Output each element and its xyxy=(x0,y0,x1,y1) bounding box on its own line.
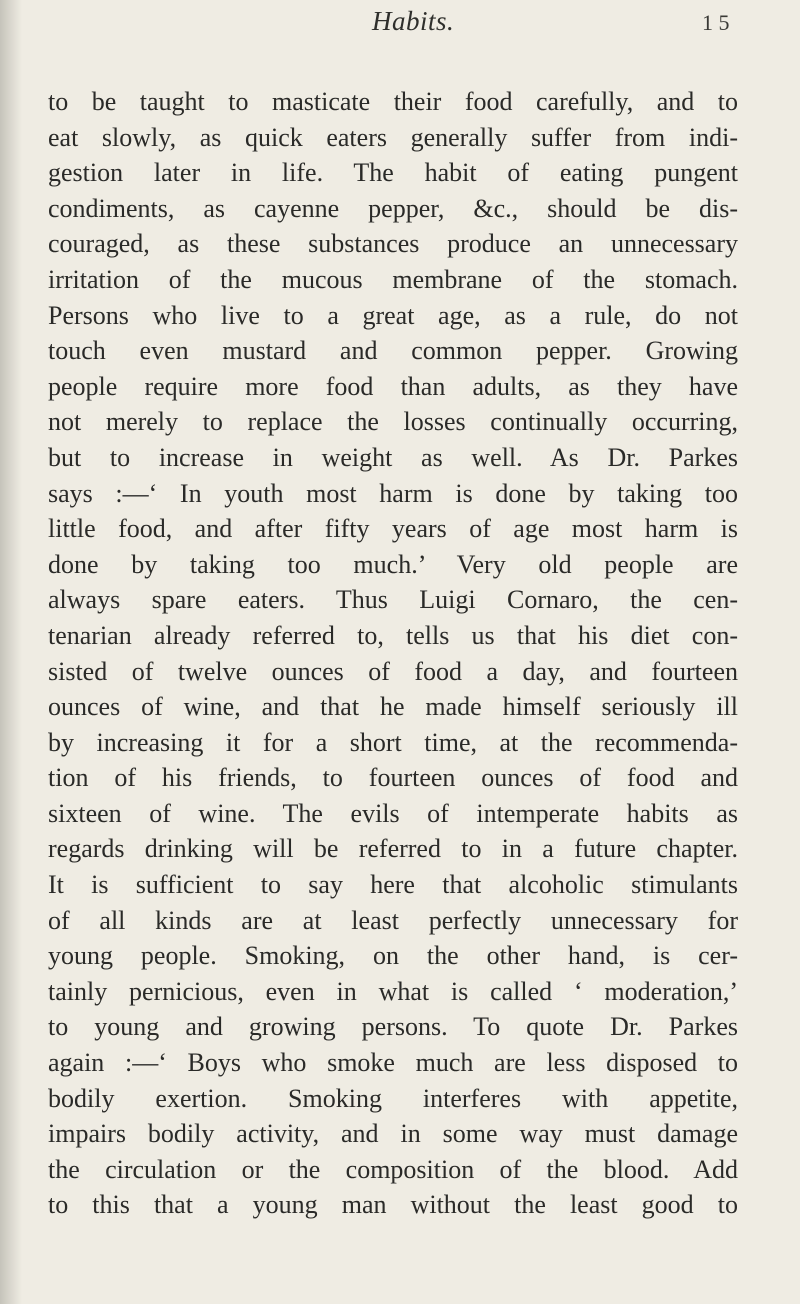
page-number: 1 5 xyxy=(702,10,730,35)
text-line: again :—‘ Boys who smoke much are less disposed to xyxy=(48,1048,738,1078)
text-line: young people. Smoking, on the other hand, is cer- xyxy=(48,941,738,971)
text-line: gestion later in life. The habit of eating pungent xyxy=(48,158,738,188)
text-line: It is sufficient to say here that alcoholic stimulants xyxy=(48,870,738,900)
text-line: but to increase in weight as well. As Dr. Parkes xyxy=(48,442,738,472)
text-line: bodily exertion. Smoking interferes with appetite, xyxy=(48,1083,738,1113)
text-line: little food, and after fifty years of age most harm is xyxy=(48,514,738,544)
text-line: by increasing it for a short time, at the recommenda- xyxy=(48,727,738,757)
text-line: Persons who live to a great age, as a rule, do not xyxy=(48,300,738,330)
running-title: Habits. xyxy=(372,6,455,36)
text-line: couraged, as these substances produce an unnecessary xyxy=(48,229,738,259)
text-line: sisted of twelve ounces of food a day, and fourteen xyxy=(48,656,738,686)
text-line: impairs bodily activity, and in some way must damage xyxy=(48,1119,738,1149)
text-line: condiments, as cayenne pepper, &c., should be dis- xyxy=(48,193,738,223)
text-line: eat slowly, as quick eaters generally suffer from indi- xyxy=(48,122,738,152)
text-line: not merely to replace the losses continually occurring, xyxy=(48,407,738,437)
text-line: irritation of the mucous membrane of the stomach. xyxy=(48,264,738,294)
text-line: tainly pernicious, even in what is called ‘ moderation,’ xyxy=(48,976,738,1006)
text-line: always spare eaters. Thus Luigi Cornaro, the cen- xyxy=(48,585,738,615)
text-line: says :—‘ In youth most harm is done by taking too xyxy=(48,478,738,508)
text-line: the circulation or the composition of the blood. Add xyxy=(48,1154,738,1184)
body-text xyxy=(48,84,738,1223)
text-line: tion of his friends, to fourteen ounces of food and xyxy=(48,763,738,793)
spine-shadow xyxy=(0,0,22,1304)
text-line: to this that a young man without the least good to xyxy=(48,1190,738,1220)
text-line: of all kinds are at least perfectly unnecessary for xyxy=(48,905,738,935)
text-line: done by taking too much.’ Very old people are xyxy=(48,549,738,579)
text-line: to young and growing persons. To quote Dr. Parkes xyxy=(48,1012,738,1042)
text-line: regards drinking will be referred to in a future chapter. xyxy=(48,834,738,864)
text-line: people require more food than adults, as they have xyxy=(48,371,738,401)
text-line: sixteen of wine. The evils of intemperate habits as xyxy=(48,798,738,828)
text-line: tenarian already referred to, tells us that his diet con- xyxy=(48,620,738,650)
text-line: touch even mustard and common pepper. Growing xyxy=(48,336,738,366)
running-head xyxy=(0,6,800,46)
text-line: ounces of wine, and that he made himself seriously ill xyxy=(48,692,738,722)
text-line: to be taught to masticate their food carefully, and to xyxy=(48,87,738,116)
